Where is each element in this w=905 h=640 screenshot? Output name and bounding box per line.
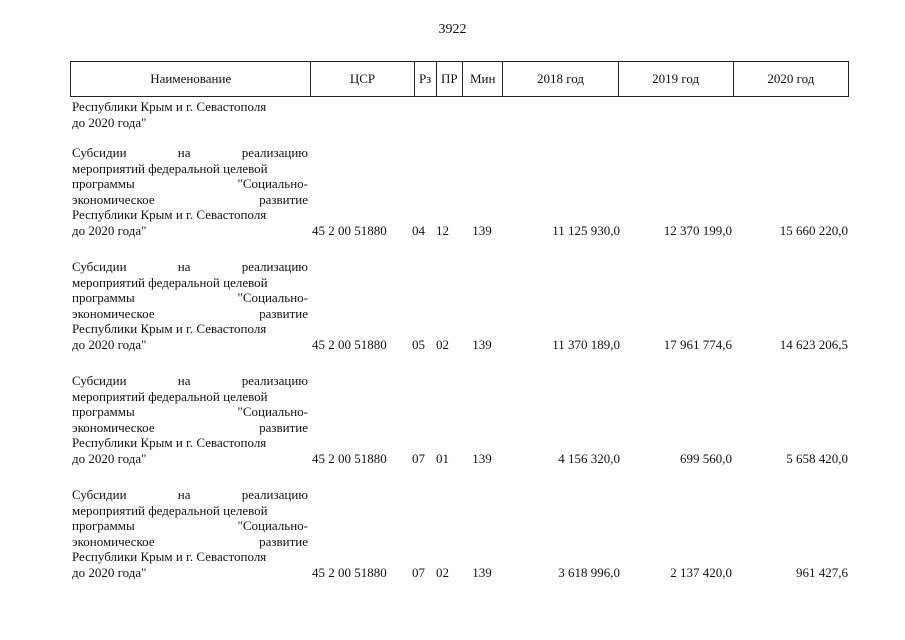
cell-min: 139 xyxy=(472,564,492,580)
row-name-line: Субсидии на реализацию xyxy=(72,373,308,388)
header-rz: Рз xyxy=(414,62,436,97)
cell-min: 139 xyxy=(472,222,492,238)
cell-y2020: 14 623 206,5 xyxy=(779,336,848,352)
continuation-line: до 2020 года" xyxy=(72,114,147,130)
cell-y2019: 2 137 420,0 xyxy=(670,564,732,580)
cell-rz: 07 xyxy=(412,564,425,580)
header-csr: ЦСР xyxy=(311,62,414,97)
cell-y2020: 961 427,6 xyxy=(796,564,848,580)
row-name-line: до 2020 года" xyxy=(72,222,147,238)
header-pr: ПР xyxy=(436,62,462,97)
cell-y2019: 12 370 199,0 xyxy=(663,222,732,238)
row-name-line: мероприятий федеральной целевой xyxy=(72,160,268,176)
continuation-text xyxy=(72,99,308,130)
row-name-line: Республики Крым и г. Севастополя xyxy=(72,435,267,450)
cell-rz: 05 xyxy=(412,336,425,352)
row-name-line: мероприятий федеральной целевой xyxy=(72,274,268,290)
cell-pr: 01 xyxy=(436,450,449,466)
cell-csr: 45 2 00 51880 xyxy=(312,564,387,580)
row-name-line: программы "Социально- xyxy=(72,176,308,191)
cell-csr: 45 2 00 51880 xyxy=(312,222,387,238)
cell-min: 139 xyxy=(472,336,492,352)
row-name-line: экономическое развитие xyxy=(72,191,308,207)
row-name-line: мероприятий федеральной целевой xyxy=(72,502,268,518)
cell-y2019: 17 961 774,6 xyxy=(663,336,732,352)
cell-rz: 04 xyxy=(412,222,425,238)
header-2020: 2020 год xyxy=(733,62,848,97)
table-row xyxy=(0,259,905,354)
row-name-line: Субсидии на реализацию xyxy=(72,487,308,502)
row-name-line: до 2020 года" xyxy=(72,564,147,580)
row-name xyxy=(72,259,308,352)
row-name-line: Республики Крым и г. Севастополя xyxy=(72,321,267,336)
cell-y2020: 5 658 420,0 xyxy=(786,450,848,466)
row-name-line: экономическое развитие xyxy=(72,419,308,435)
cell-rz: 07 xyxy=(412,450,425,466)
header-2019: 2019 год xyxy=(618,62,733,97)
row-name-line: экономическое развитие xyxy=(72,533,308,549)
cell-min: 139 xyxy=(472,450,492,466)
table-header xyxy=(70,61,849,97)
cell-y2018: 11 370 189,0 xyxy=(552,336,620,352)
row-name xyxy=(72,373,308,466)
cell-y2018: 11 125 930,0 xyxy=(552,222,620,238)
cell-csr: 45 2 00 51880 xyxy=(312,450,387,466)
table-row xyxy=(0,145,905,240)
cell-pr: 02 xyxy=(436,564,449,580)
cell-y2019: 699 560,0 xyxy=(680,450,732,466)
continuation-line: Республики Крым и г. Севастополя xyxy=(72,99,267,114)
cell-y2018: 4 156 320,0 xyxy=(558,450,620,466)
row-name-line: Субсидии на реализацию xyxy=(72,145,308,160)
row-name-line: Республики Крым и г. Севастополя xyxy=(72,207,267,222)
row-name-line: Субсидии на реализацию xyxy=(72,259,308,274)
row-name-line: программы "Социально- xyxy=(72,518,308,533)
table-row xyxy=(0,373,905,468)
row-name-line: экономическое развитие xyxy=(72,305,308,321)
cell-csr: 45 2 00 51880 xyxy=(312,336,387,352)
cell-pr: 02 xyxy=(436,336,449,352)
row-name-line: Республики Крым и г. Севастополя xyxy=(72,549,267,564)
header-name: Наименование xyxy=(71,62,311,97)
header-min: Мин xyxy=(463,62,503,97)
page-number: 3922 xyxy=(438,22,467,37)
cell-y2020: 15 660 220,0 xyxy=(779,222,848,238)
row-name xyxy=(72,487,308,580)
cell-pr: 12 xyxy=(436,222,449,238)
row-name-line: программы "Социально- xyxy=(72,404,308,419)
table-row xyxy=(0,487,905,582)
row-name-line: мероприятий федеральной целевой xyxy=(72,388,268,404)
row-name xyxy=(72,145,308,238)
row-name-line: до 2020 года" xyxy=(72,450,147,466)
row-name-line: программы "Социально- xyxy=(72,290,308,305)
cell-y2018: 3 618 996,0 xyxy=(558,564,620,580)
row-name-line: до 2020 года" xyxy=(72,336,147,352)
header-2018: 2018 год xyxy=(503,62,618,97)
